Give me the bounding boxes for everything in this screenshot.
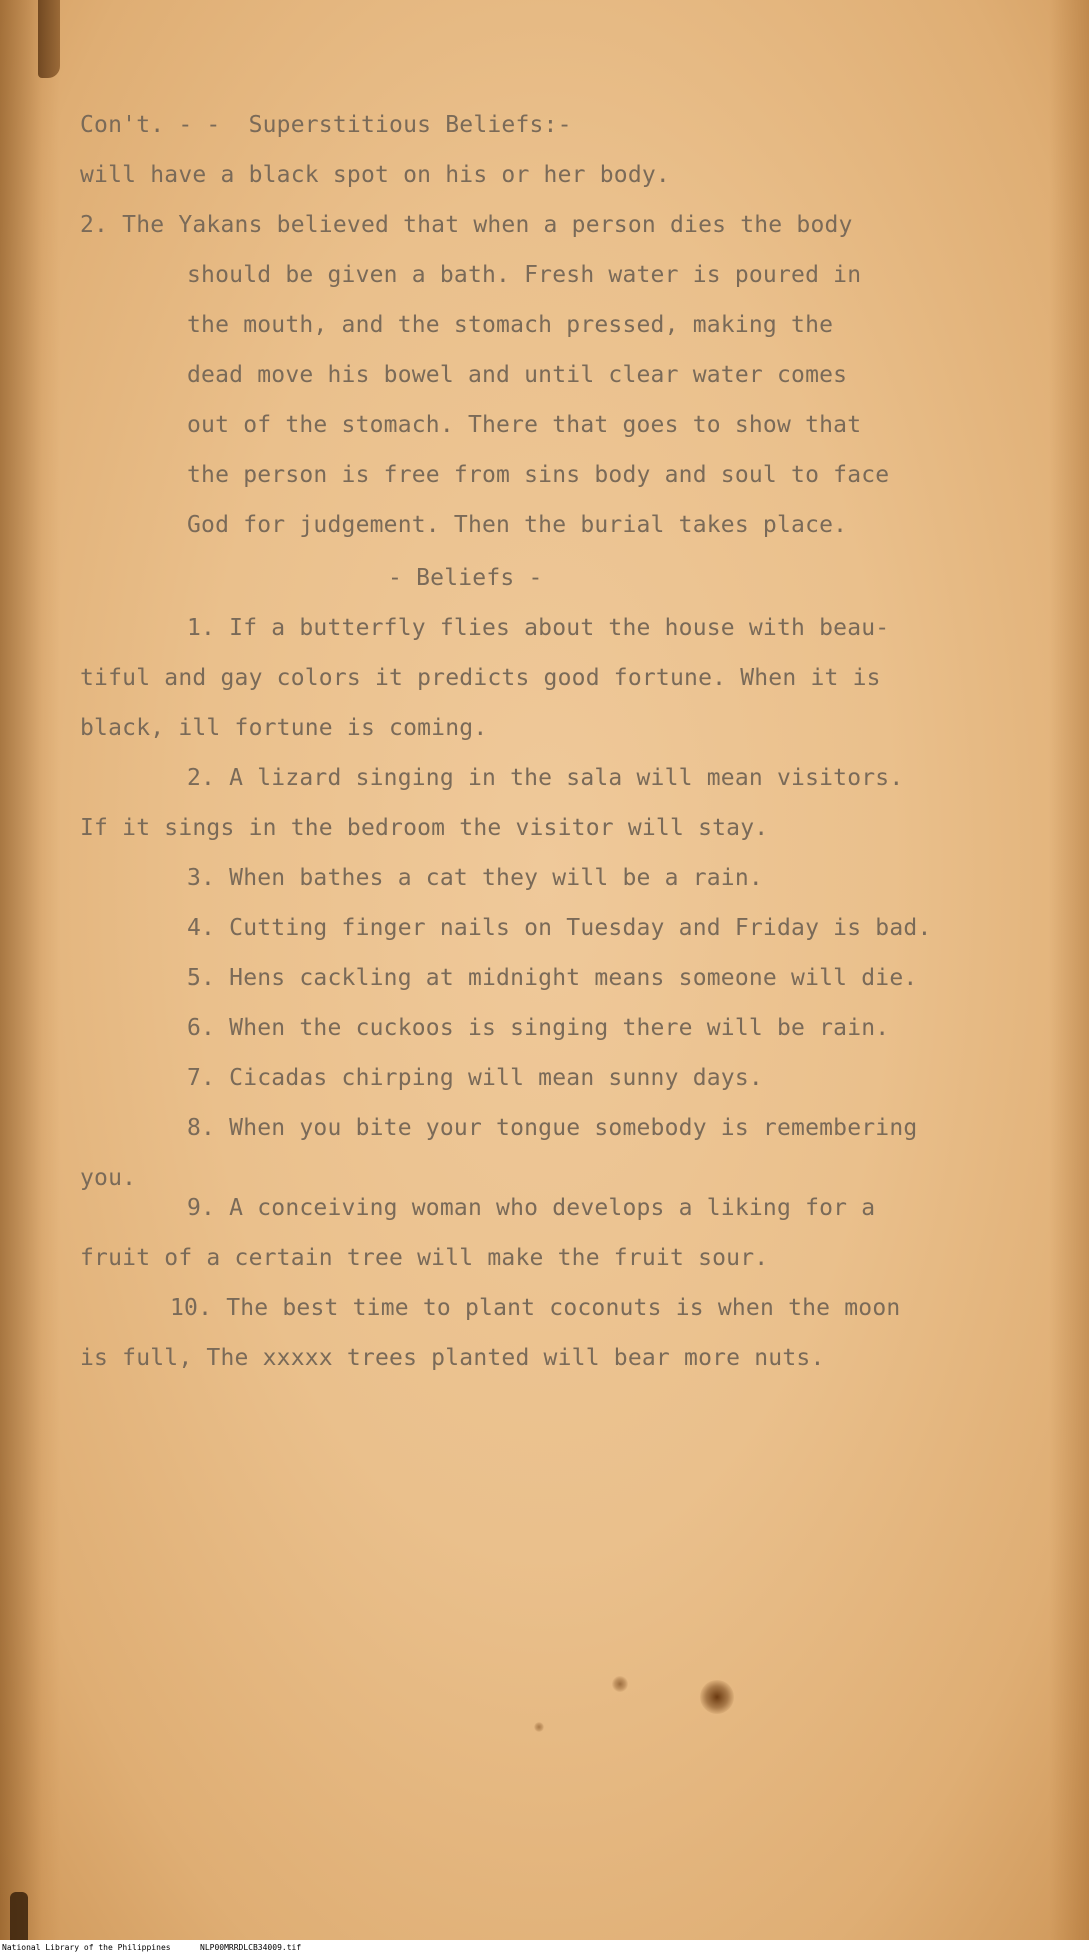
belief-line: 8. When you bite your tongue somebody is remembering xyxy=(187,1115,918,1141)
belief-line: you. xyxy=(80,1165,137,1191)
item-2-line: the mouth, and the stomach pressed, making the xyxy=(187,312,834,338)
library-label: National Library of the Philippines xyxy=(2,1943,171,1952)
section-title: - Beliefs - xyxy=(388,565,543,591)
belief-line: black, ill fortune is coming. xyxy=(80,715,488,741)
belief-line: tiful and gay colors it predicts good fortune. When it is xyxy=(80,665,881,691)
item-2-line: God for judgement. Then the burial takes place. xyxy=(187,512,848,538)
file-id: NLP00MRRDLCB34009.tif xyxy=(200,1943,302,1952)
ink-stain xyxy=(700,1680,734,1714)
belief-line: fruit of a certain tree will make the fruit sour. xyxy=(80,1245,769,1271)
ink-stain xyxy=(534,1722,544,1732)
ink-stain xyxy=(612,1676,628,1692)
belief-line: 1. If a butterfly flies about the house with beau- xyxy=(187,615,890,641)
continued-line: will have a black spot on his or her body. xyxy=(80,162,670,188)
item-2-line: dead move his bowel and until clear water comes xyxy=(187,362,848,388)
belief-line: 7. Cicadas chirping will mean sunny days. xyxy=(187,1065,763,1091)
belief-line: 9. A conceiving woman who develops a liking for a xyxy=(187,1195,876,1221)
belief-line: 6. When the cuckoos is singing there will be rain. xyxy=(187,1015,890,1041)
belief-line: 3. When bathes a cat they will be a rain. xyxy=(187,865,763,891)
belief-line: 2. A lizard singing in the sala will mean visitors. xyxy=(187,765,904,791)
belief-line: If it sings in the bedroom the visitor will stay. xyxy=(80,815,769,841)
scan-footer xyxy=(0,1940,1089,1958)
belief-line: 4. Cutting finger nails on Tuesday and Friday is bad. xyxy=(187,915,932,941)
binding-mark xyxy=(38,0,60,78)
belief-line: 10. The best time to plant coconuts is when the moon xyxy=(170,1295,901,1321)
item-2-line: the person is free from sins body and soul to face xyxy=(187,462,890,488)
item-2-line: 2. The Yakans believed that when a person dies the body xyxy=(80,212,853,238)
binding-mark-bottom xyxy=(10,1892,28,1940)
belief-line: is full, The xxxxx trees planted will bear more nuts. xyxy=(80,1345,825,1371)
header-line: Con't. - - Superstitious Beliefs:- xyxy=(80,112,572,138)
item-2-line: out of the stomach. There that goes to show that xyxy=(187,412,862,438)
belief-line: 5. Hens cackling at midnight means someone will die. xyxy=(187,965,918,991)
item-2-line: should be given a bath. Fresh water is poured in xyxy=(187,262,862,288)
